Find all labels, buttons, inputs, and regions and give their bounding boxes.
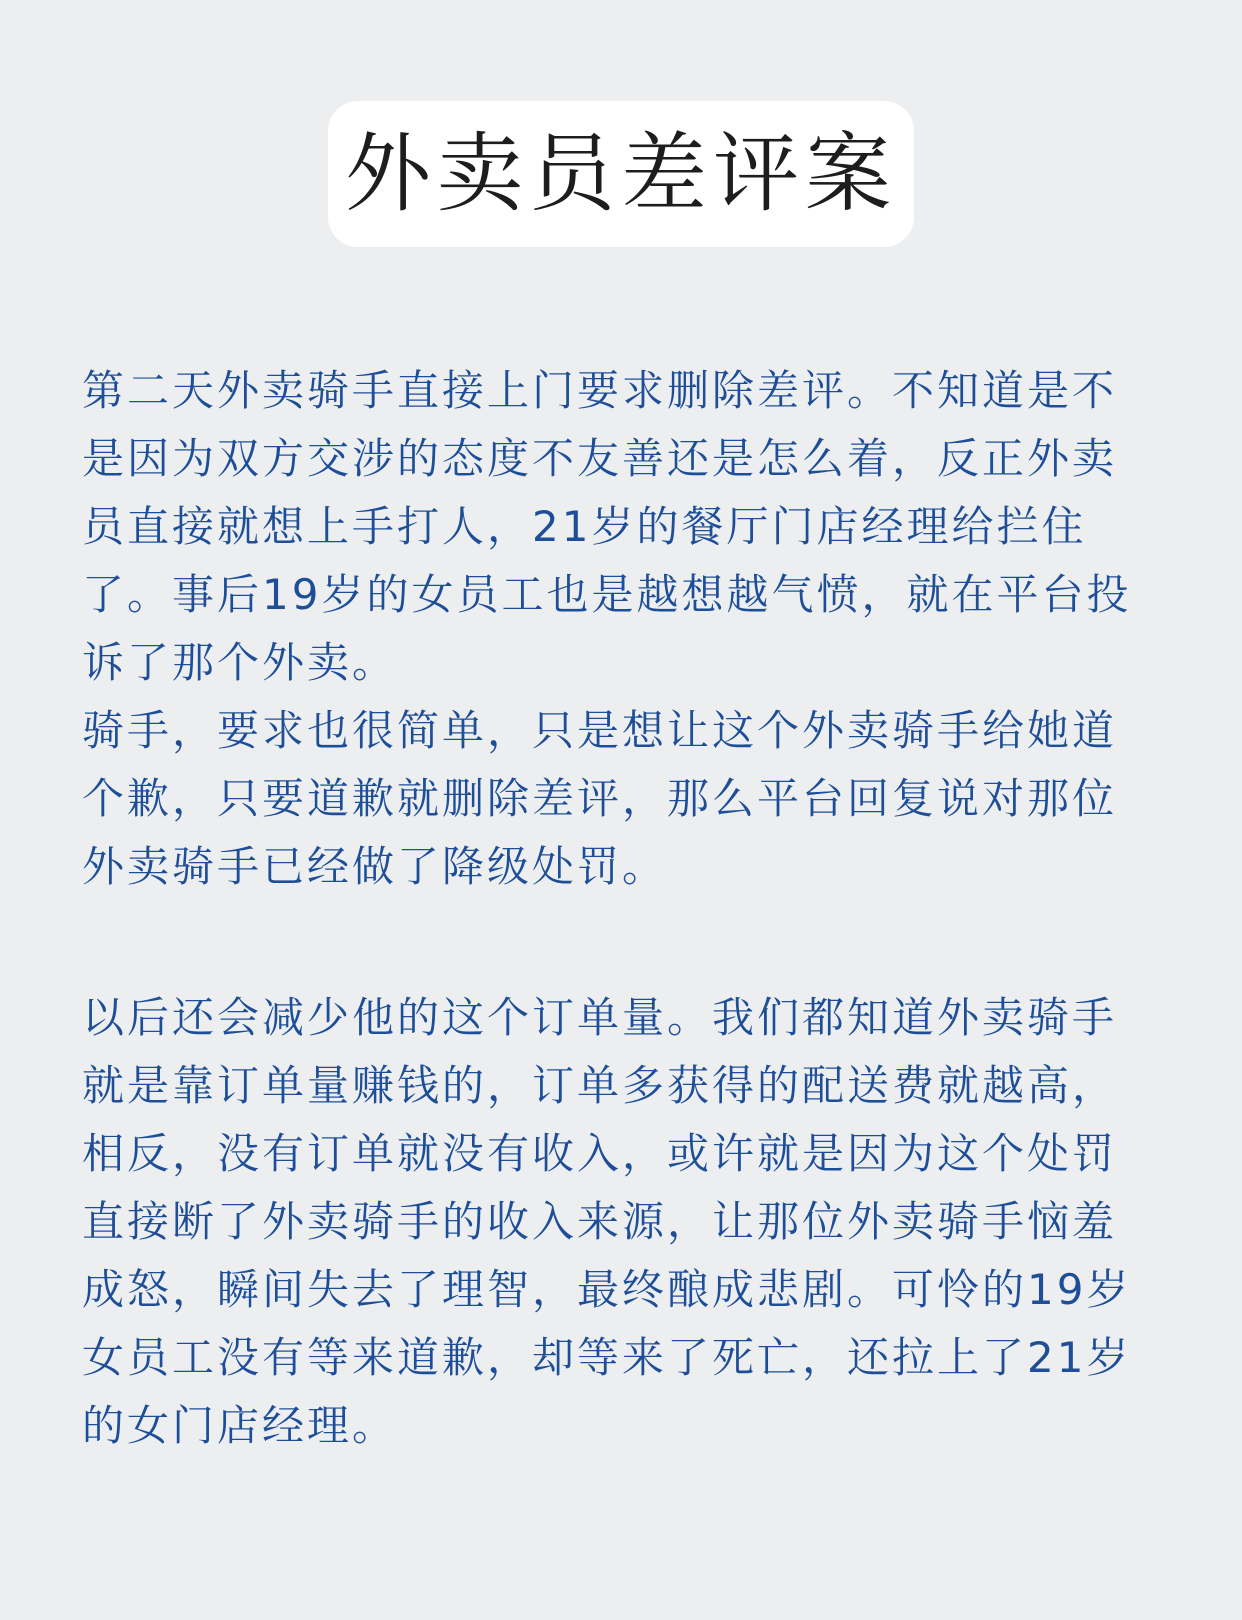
story-section-2 (82, 984, 1160, 1460)
paragraph: 骑手，要求也很简单，只是想让这个外卖骑手给她道个歉，只要道歉就删除差评，那么平台回复说对那位外卖骑手已经做了降级处罚。 (82, 706, 1118, 891)
paragraph: 以后还会减少他的这个订单量。我们都知道外卖骑手就是靠订单量赚钱的，订单多获得的配送费就越高，相反，没有订单就没有收入，或许就是因为这个处罚直接断了外卖骑手的收入来源，让那位外卖骑手恼羞成怒，瞬间失去了理智，最终酿成悲剧。可怜的19岁女员工没有等来道歉，却等来了死亡，还拉上了21岁的女门店经理。 (82, 993, 1132, 1450)
paragraph: 第二天外卖骑手直接上门要求删除差评。不知道是不是因为双方交涉的态度不友善还是怎么着，反正外卖员直接就想上手打人，21岁的餐厅门店经理给拦住了。事后19岁的女员工也是越想越气愤，就在平台投诉了那个外卖。 (82, 366, 1132, 687)
page-title: 外卖员差评案 (345, 124, 897, 224)
title-card (328, 101, 914, 247)
story-section-1 (82, 357, 1160, 901)
